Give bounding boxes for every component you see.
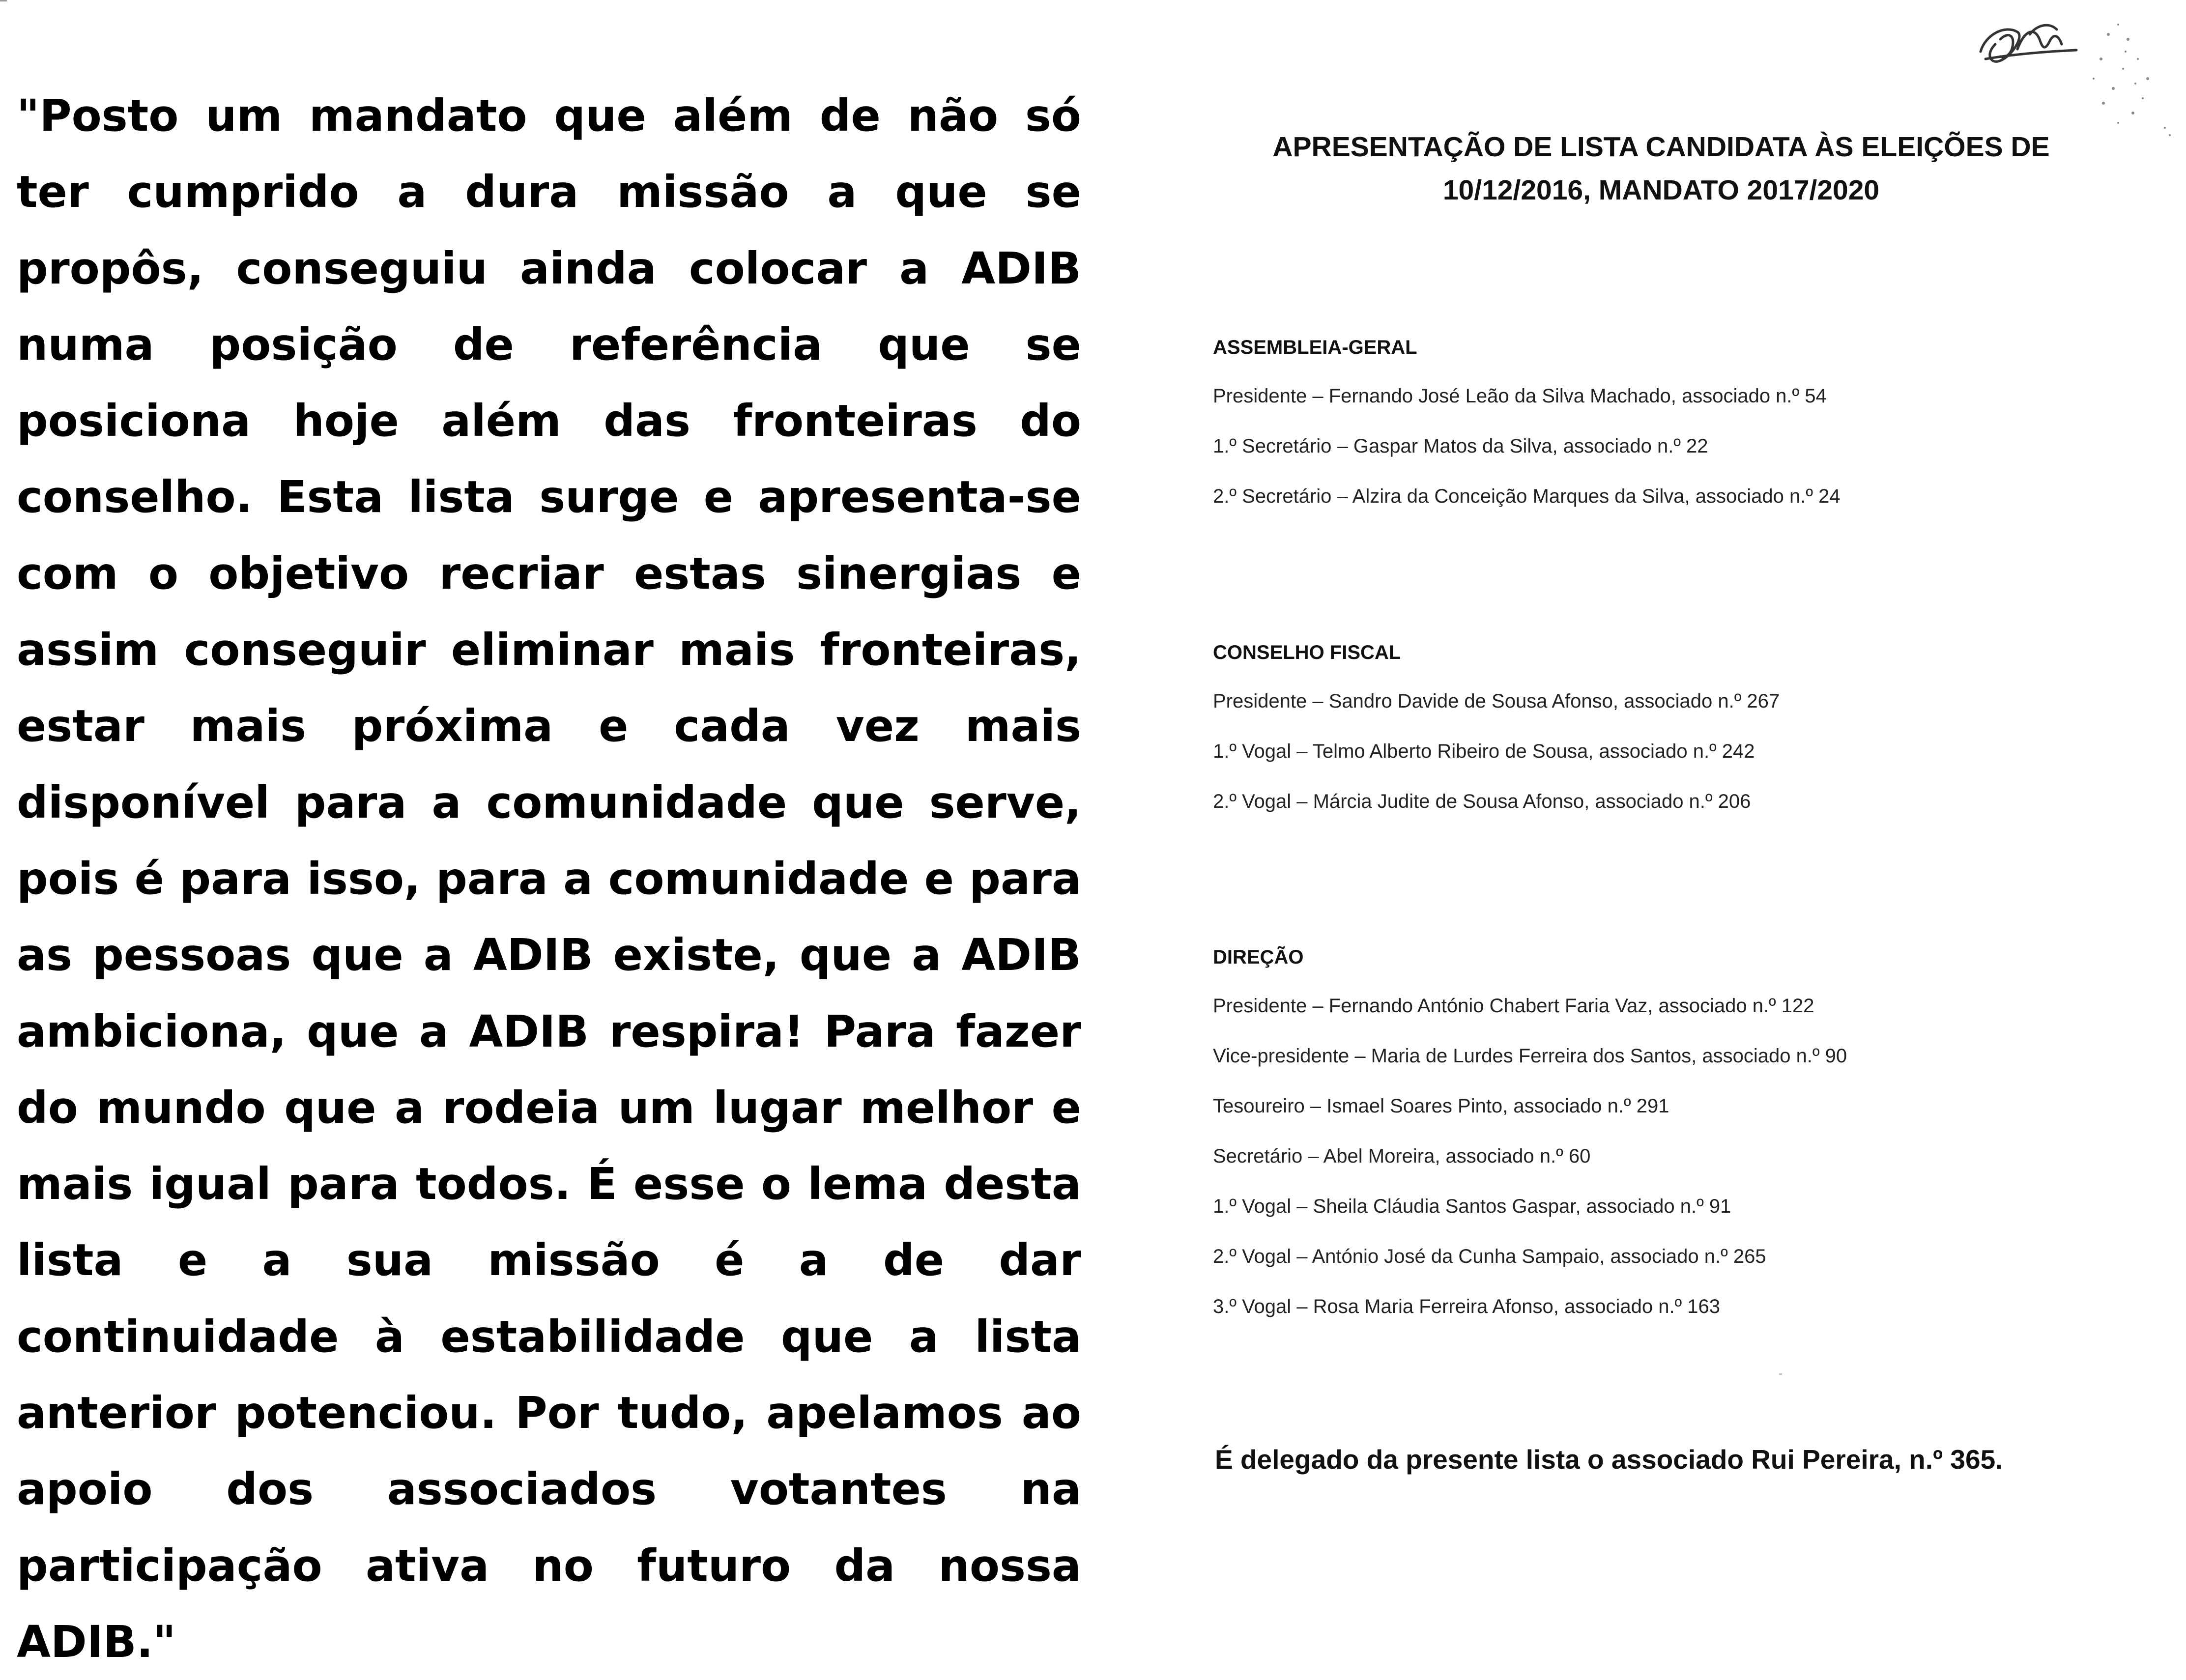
- list-item: 1.º Vogal – Sheila Cláudia Santos Gaspar, associado n.º 91: [1213, 1196, 1731, 1217]
- list-item: Vice-presidente – Maria de Lurdes Ferreira dos Santos, associado n.º 90: [1213, 1045, 1847, 1067]
- list-item: 2.º Secretário – Alzira da Conceição Marques da Silva, associado n.º 24: [1213, 485, 1841, 507]
- delegate-statement: É delegado da presente lista o associado Rui Pereira, n.º 365.: [1215, 1444, 2003, 1475]
- document-title: [1219, 125, 2103, 212]
- section-conselho-fiscal: [1213, 638, 2147, 826]
- section-heading: CONSELHO FISCAL: [1213, 642, 1401, 663]
- scan-mark: [0, 0, 7, 1]
- section-assembleia-geral: [1213, 333, 2147, 521]
- section-heading: ASSEMBLEIA-GERAL: [1213, 337, 1417, 358]
- list-item: 1.º Vogal – Telmo Alberto Ribeiro de Sousa, associado n.º 242: [1213, 740, 1755, 762]
- title-line-2: 10/12/2016, MANDATO 2017/2020: [1442, 174, 1880, 206]
- list-item: 3.º Vogal – Rosa Maria Ferreira Afonso, associado n.º 163: [1213, 1296, 1721, 1317]
- list-item: Presidente – Fernando António Chabert Faria Vaz, associado n.º 122: [1213, 995, 1814, 1017]
- list-item: Tesoureiro – Ismael Soares Pinto, associado n.º 291: [1213, 1095, 1669, 1117]
- candidate-statement-quote: "Posto um mandato que além de não só ter cumprido a dura missão a que se propôs, conseguiu ainda colocar a ADIB numa posição de referência que se posiciona hoje além das fronteiras do conselho. Esta lista surge e apresenta-se com o objetivo recriar estas sinergias e assim conseguir eliminar mais fronteiras, estar mais próxima e cada vez mais disponível para a comunidade que serve, pois é para isso, para a comunidade e para as pessoas que a ADIB existe, que a ADIB ambiciona, que a ADIB respira! Para fazer do mundo que a rodeia um lugar melhor e mais igual para todos. É esse o lema desta lista e a sua missão é a de dar continuidade à estabilidade que a lista anterior potenciou. Por tudo, apelamos ao apoio dos associados votantes na participação ativa no futuro da nossa ADIB.": [17, 90, 1081, 1667]
- list-item: 1.º Secretário – Gaspar Matos da Silva, associado n.º 22: [1213, 435, 1708, 457]
- list-item: 2.º Vogal – Márcia Judite de Sousa Afonso, associado n.º 206: [1213, 791, 1751, 812]
- list-item: Presidente – Sandro Davide de Sousa Afonso, associado n.º 267: [1213, 690, 1780, 712]
- section-heading: DIREÇÃO: [1213, 946, 1304, 968]
- scan-speck: [1779, 1373, 1782, 1375]
- list-item: Secretário – Abel Moreira, associado n.º 60: [1213, 1145, 1591, 1167]
- list-item: 2.º Vogal – António José da Cunha Sampaio, associado n.º 265: [1213, 1246, 1766, 1267]
- section-direcao: [1213, 942, 2147, 1332]
- title-line-1: APRESENTAÇÃO DE LISTA CANDIDATA ÀS ELEIÇÕES DE: [1272, 131, 2050, 163]
- list-item: Presidente – Fernando José Leão da Silva Machado, associado n.º 54: [1213, 385, 1827, 407]
